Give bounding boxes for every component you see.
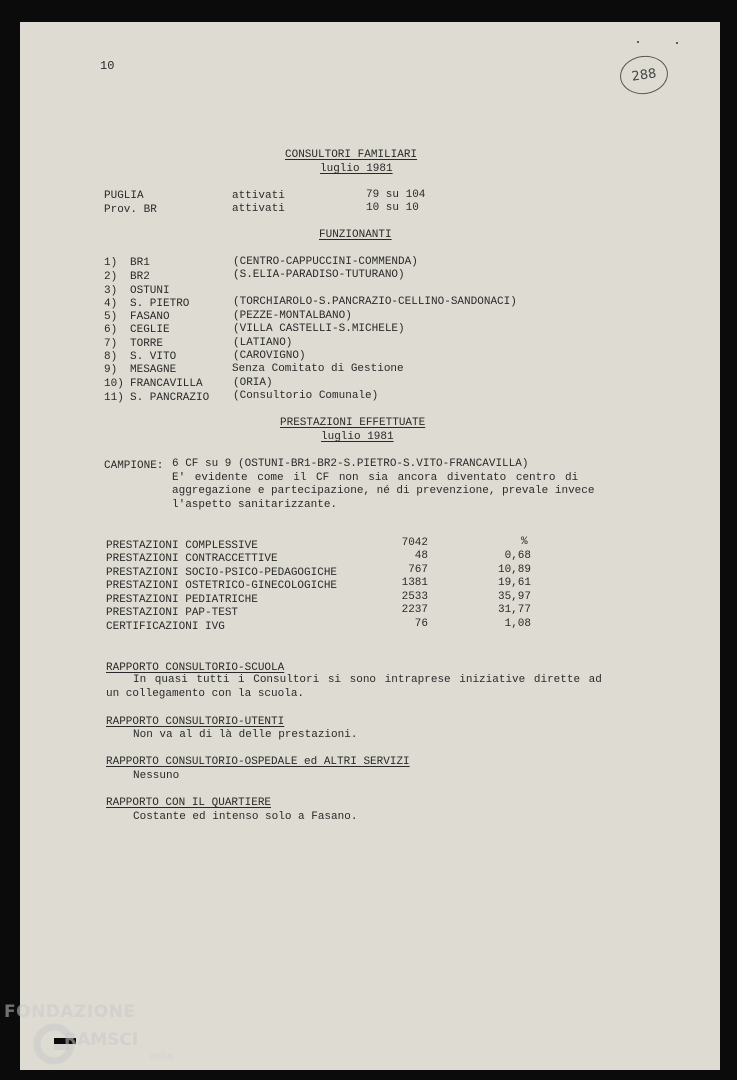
row-label: PRESTAZIONI PEDIATRICHE	[106, 594, 258, 606]
row-pct: 35,97	[497, 591, 531, 603]
list-detail: (TORCHIAROLO-S.PANCRAZIO-CELLINO-SANDONACI)	[233, 296, 517, 308]
row-value: 48	[414, 550, 428, 562]
list-num: 7)	[104, 338, 118, 350]
fondazione-gramsci-watermark	[4, 1002, 194, 1072]
rapporto-line: In quasi tutti i Consultori si sono intraprese iniziative dirette ad	[133, 674, 602, 686]
prestazioni-date: luglio 1981	[321, 431, 394, 443]
rapporto-title: RAPPORTO CONSULTORIO-SCUOLA	[106, 662, 285, 674]
row-value: 1381	[401, 577, 428, 589]
list-detail: Senza Comitato di Gestione	[232, 363, 404, 375]
summary-status: attivati	[232, 190, 285, 202]
list-name: S. PANCRAZIO	[130, 392, 210, 404]
list-num: 10)	[104, 378, 124, 390]
list-num: 11)	[104, 392, 124, 404]
row-label: PRESTAZIONI OSTETRICO-GINECOLOGICHE	[106, 580, 338, 592]
document-page	[20, 22, 720, 1070]
rapporto-title: RAPPORTO CON IL QUARTIERE	[106, 797, 272, 809]
list-detail: (PEZZE-MONTALBANO)	[233, 310, 352, 322]
list-num: 2)	[104, 271, 118, 283]
row-label: PRESTAZIONI SOCIO-PSICO-PEDAGOGICHE	[106, 567, 338, 579]
campione-line: aggregazione e partecipazione, né di prevenzione, prevale invece	[172, 485, 595, 497]
row-value: 76	[414, 618, 428, 630]
summary-status: attivati	[232, 203, 285, 215]
rapporto-line: Non va al di là delle prestazioni.	[133, 729, 358, 741]
list-num: 8)	[104, 351, 118, 363]
summary-count: 79 su 104	[366, 189, 426, 201]
list-name: S. VITO	[130, 351, 177, 363]
list-name: MESAGNE	[130, 364, 177, 376]
list-detail: (CENTRO-CAPPUCCINI-COMMENDA)	[233, 256, 418, 268]
summary-count: 10 su 10	[366, 202, 419, 214]
list-detail: (S.ELIA-PARADISO-TUTURANO)	[233, 269, 405, 281]
prestazioni-title: PRESTAZIONI EFFETTUATE	[280, 417, 426, 429]
list-name: OSTUNI	[130, 285, 170, 297]
row-label: CERTIFICAZIONI IVG	[106, 621, 225, 633]
list-detail: (VILLA CASTELLI-S.MICHELE)	[233, 323, 405, 335]
rapporto-title: RAPPORTO CONSULTORIO-UTENTI	[106, 716, 285, 728]
row-pct: 31,77	[497, 604, 531, 616]
list-name: FRANCAVILLA	[130, 378, 203, 390]
page-number: 10	[100, 59, 115, 73]
rapporto-title: RAPPORTO CONSULTORIO-OSPEDALE ed ALTRI SERVIZI	[106, 756, 410, 768]
list-detail: (Consultorio Comunale)	[233, 390, 379, 402]
header-date: luglio 1981	[320, 163, 393, 175]
list-num: 6)	[104, 324, 118, 336]
campione-label: CAMPIONE:	[104, 460, 164, 472]
row-pct: 19,61	[497, 577, 531, 589]
row-value: 2237	[401, 604, 428, 616]
rapporto-line: un collegamento con la scuola.	[106, 688, 305, 700]
summary-region: PUGLIA	[104, 190, 144, 202]
archive-stamp: 288	[618, 53, 671, 97]
header-title: CONSULTORI FAMILIARI	[285, 149, 418, 161]
list-name: FASANO	[130, 311, 170, 323]
list-num: 9)	[104, 364, 118, 376]
funzionanti-title: FUNZIONANTI	[319, 229, 392, 241]
row-pct: 1,08	[504, 618, 531, 630]
speck	[676, 42, 678, 44]
summary-region: Prov. BR	[104, 204, 157, 216]
campione-line: 6 CF su 9 (OSTUNI-BR1-BR2-S.PIETRO-S.VITO-FRANCAVILLA)	[172, 458, 529, 470]
list-name: CEGLIE	[130, 324, 170, 336]
list-num: 3)	[104, 285, 118, 297]
campione-line: E' evidente come il CF non sia ancora diventato centro di	[172, 472, 579, 484]
watermark-line1: FONDAZIONE	[4, 1002, 136, 1022]
list-detail: (CAROVIGNO)	[233, 350, 306, 362]
list-name: BR2	[130, 271, 150, 283]
watermark-line2: RAMSCI	[64, 1030, 139, 1050]
list-num: 5)	[104, 311, 118, 323]
list-name: BR1	[130, 257, 150, 269]
row-label: PRESTAZIONI COMPLESSIVE	[106, 540, 258, 552]
list-detail: (LATIANO)	[233, 337, 293, 349]
row-label: PRESTAZIONI PAP-TEST	[106, 607, 239, 619]
list-name: S. PIETRO	[130, 298, 190, 310]
list-num: 4)	[104, 298, 118, 310]
list-detail: (ORIA)	[233, 377, 273, 389]
list-name: TORRE	[130, 338, 164, 350]
row-label: PRESTAZIONI CONTRACCETTIVE	[106, 553, 278, 565]
rapporto-line: Nessuno	[133, 770, 180, 782]
row-value: 767	[408, 564, 428, 576]
row-pct: 10,89	[497, 564, 531, 576]
list-num: 1)	[104, 257, 118, 269]
watermark-line3: onlus	[150, 1052, 175, 1062]
speck	[637, 41, 639, 43]
rapporto-line: Costante ed intenso solo a Fasano.	[133, 811, 358, 823]
row-value: 7042	[401, 537, 428, 549]
campione-line: l'aspetto sanitarizzante.	[172, 499, 338, 511]
row-pct: 0,68	[504, 550, 531, 562]
percent-header: %	[521, 536, 528, 548]
row-value: 2533	[401, 591, 428, 603]
